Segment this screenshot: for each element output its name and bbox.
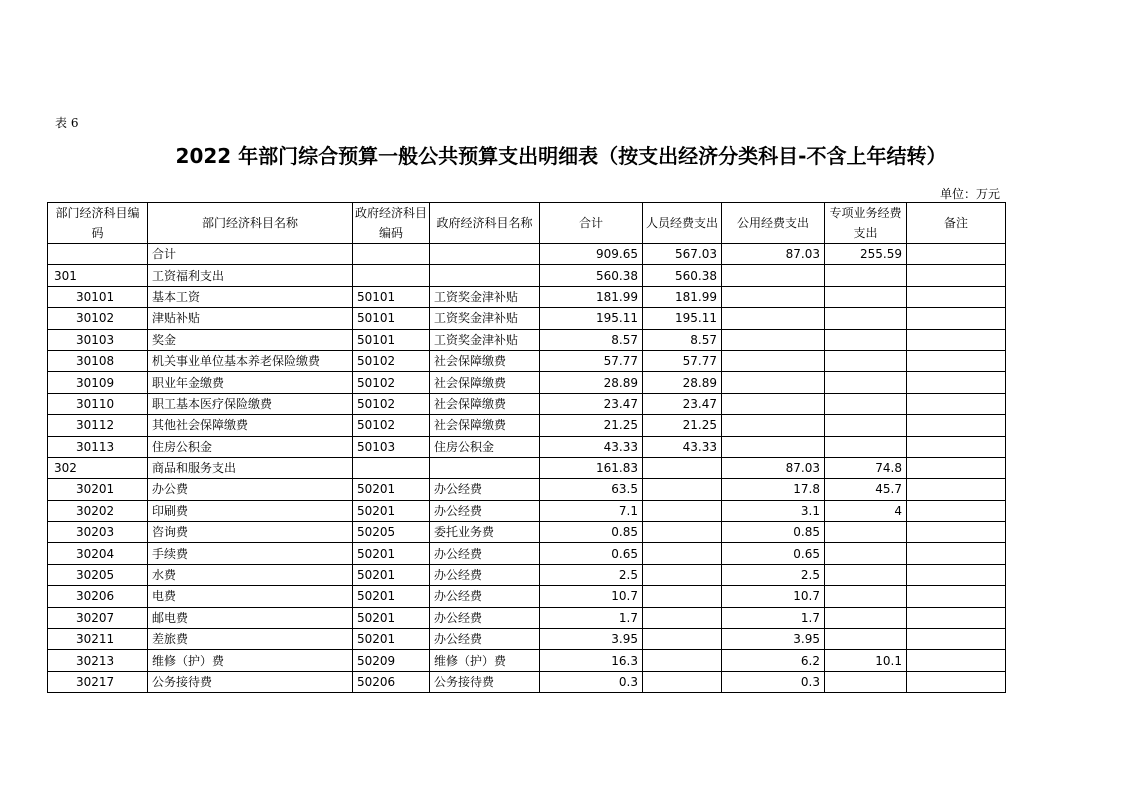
cell-total: 195.11 (540, 308, 643, 329)
cell-dept-code (48, 244, 148, 265)
cell-gov-code: 50201 (353, 500, 430, 521)
cell-dept-code: 30108 (48, 350, 148, 371)
cell-dept-code: 30110 (48, 393, 148, 414)
cell-personnel: 23.47 (643, 393, 722, 414)
cell-remark (907, 329, 1006, 350)
cell-gov-code (353, 457, 430, 478)
cell-remark (907, 457, 1006, 478)
cell-total: 2.5 (540, 564, 643, 585)
cell-dept-name: 邮电费 (148, 607, 353, 628)
cell-dept-name: 职工基本医疗保险缴费 (148, 393, 353, 414)
cell-public: 2.5 (722, 564, 825, 585)
cell-public: 87.03 (722, 244, 825, 265)
cell-remark (907, 415, 1006, 436)
header-remark: 备注 (907, 203, 1006, 244)
header-gov-code: 政府经济科目编码 (353, 203, 430, 244)
cell-dept-name: 住房公积金 (148, 436, 353, 457)
cell-gov-code: 50101 (353, 329, 430, 350)
cell-special (825, 372, 907, 393)
cell-total: 21.25 (540, 415, 643, 436)
table-label: 表 6 (55, 116, 79, 130)
cell-total: 10.7 (540, 586, 643, 607)
cell-personnel (643, 671, 722, 692)
header-special: 专项业务经费支出 (825, 203, 907, 244)
cell-dept-name: 电费 (148, 586, 353, 607)
cell-dept-code: 30102 (48, 308, 148, 329)
cell-public: 87.03 (722, 457, 825, 478)
cell-special: 10.1 (825, 650, 907, 671)
cell-dept-name: 公务接待费 (148, 671, 353, 692)
cell-personnel: 43.33 (643, 436, 722, 457)
cell-dept-name: 职业年金缴费 (148, 372, 353, 393)
cell-personnel (643, 607, 722, 628)
cell-gov-name: 住房公积金 (430, 436, 540, 457)
cell-public: 1.7 (722, 607, 825, 628)
cell-special: 4 (825, 500, 907, 521)
table-row (48, 372, 1006, 393)
cell-personnel (643, 522, 722, 543)
cell-public: 3.1 (722, 500, 825, 521)
cell-special (825, 393, 907, 414)
cell-dept-name: 水费 (148, 564, 353, 585)
cell-remark (907, 350, 1006, 371)
cell-remark (907, 586, 1006, 607)
cell-dept-name: 基本工资 (148, 286, 353, 307)
cell-special (825, 586, 907, 607)
cell-dept-code: 30207 (48, 607, 148, 628)
cell-dept-name: 合计 (148, 244, 353, 265)
page-title: 2022 年部门综合预算一般公共预算支出明细表（按支出经济分类科目-不含上年结转） (175, 144, 947, 168)
cell-gov-name: 社会保障缴费 (430, 393, 540, 414)
cell-special (825, 629, 907, 650)
cell-total: 8.57 (540, 329, 643, 350)
cell-personnel: 181.99 (643, 286, 722, 307)
cell-personnel (643, 543, 722, 564)
table-row (48, 329, 1006, 350)
cell-public: 6.2 (722, 650, 825, 671)
cell-gov-name: 委托业务费 (430, 522, 540, 543)
cell-special (825, 564, 907, 585)
cell-remark (907, 265, 1006, 286)
cell-dept-code: 30113 (48, 436, 148, 457)
table-row (48, 650, 1006, 671)
cell-gov-name: 社会保障缴费 (430, 350, 540, 371)
table-row (48, 586, 1006, 607)
cell-dept-code: 30202 (48, 500, 148, 521)
cell-special (825, 607, 907, 628)
cell-public (722, 265, 825, 286)
table-row (48, 479, 1006, 500)
cell-total: 7.1 (540, 500, 643, 521)
table-row (48, 393, 1006, 414)
cell-gov-name: 办公经费 (430, 629, 540, 650)
cell-special (825, 265, 907, 286)
cell-dept-code: 30103 (48, 329, 148, 350)
cell-special (825, 329, 907, 350)
cell-gov-name: 社会保障缴费 (430, 372, 540, 393)
cell-gov-code: 50201 (353, 543, 430, 564)
cell-gov-name: 办公经费 (430, 479, 540, 500)
cell-remark (907, 671, 1006, 692)
table-row (48, 629, 1006, 650)
cell-special (825, 286, 907, 307)
budget-table (47, 202, 1006, 693)
cell-public: 17.8 (722, 479, 825, 500)
cell-dept-name: 印刷费 (148, 500, 353, 521)
cell-special (825, 671, 907, 692)
cell-dept-code: 30205 (48, 564, 148, 585)
cell-remark (907, 244, 1006, 265)
cell-remark (907, 286, 1006, 307)
header-gov-name: 政府经济科目名称 (430, 203, 540, 244)
cell-gov-code: 50201 (353, 479, 430, 500)
cell-total: 560.38 (540, 265, 643, 286)
cell-dept-name: 维修（护）费 (148, 650, 353, 671)
cell-gov-name: 办公经费 (430, 543, 540, 564)
cell-public (722, 393, 825, 414)
header-total: 合计 (540, 203, 643, 244)
cell-remark (907, 436, 1006, 457)
cell-gov-code: 50201 (353, 564, 430, 585)
cell-special (825, 543, 907, 564)
cell-gov-code: 50201 (353, 629, 430, 650)
cell-personnel: 195.11 (643, 308, 722, 329)
cell-dept-code: 30206 (48, 586, 148, 607)
cell-total: 0.3 (540, 671, 643, 692)
table-row (48, 265, 1006, 286)
cell-public: 3.95 (722, 629, 825, 650)
cell-remark (907, 543, 1006, 564)
cell-public (722, 329, 825, 350)
cell-remark (907, 372, 1006, 393)
cell-gov-code: 50206 (353, 671, 430, 692)
cell-personnel (643, 479, 722, 500)
cell-dept-name: 咨询费 (148, 522, 353, 543)
cell-remark (907, 479, 1006, 500)
cell-gov-code: 50103 (353, 436, 430, 457)
cell-total: 16.3 (540, 650, 643, 671)
cell-dept-code: 30213 (48, 650, 148, 671)
cell-remark (907, 393, 1006, 414)
cell-public (722, 308, 825, 329)
cell-gov-name: 工资奖金津补贴 (430, 286, 540, 307)
cell-personnel (643, 457, 722, 478)
cell-gov-name: 办公经费 (430, 564, 540, 585)
cell-public: 10.7 (722, 586, 825, 607)
cell-public: 0.85 (722, 522, 825, 543)
cell-dept-code: 30101 (48, 286, 148, 307)
cell-dept-name: 商品和服务支出 (148, 457, 353, 478)
table-row (48, 543, 1006, 564)
cell-total: 3.95 (540, 629, 643, 650)
cell-special (825, 522, 907, 543)
table-row (48, 436, 1006, 457)
table-row (48, 286, 1006, 307)
cell-gov-code: 50201 (353, 607, 430, 628)
cell-special: 45.7 (825, 479, 907, 500)
cell-public (722, 415, 825, 436)
cell-remark (907, 522, 1006, 543)
cell-dept-name: 手续费 (148, 543, 353, 564)
cell-dept-name: 津贴补贴 (148, 308, 353, 329)
cell-special (825, 308, 907, 329)
cell-personnel: 57.77 (643, 350, 722, 371)
cell-dept-code: 30201 (48, 479, 148, 500)
cell-public: 0.65 (722, 543, 825, 564)
cell-personnel (643, 564, 722, 585)
cell-gov-code: 50102 (353, 393, 430, 414)
cell-gov-code (353, 265, 430, 286)
cell-gov-name: 办公经费 (430, 500, 540, 521)
cell-dept-name: 工资福利支出 (148, 265, 353, 286)
cell-total: 909.65 (540, 244, 643, 265)
cell-gov-name: 办公经费 (430, 586, 540, 607)
table-row (48, 564, 1006, 585)
table-row (48, 350, 1006, 371)
cell-public (722, 350, 825, 371)
header-public: 公用经费支出 (722, 203, 825, 244)
cell-dept-code: 30109 (48, 372, 148, 393)
cell-gov-name: 工资奖金津补贴 (430, 329, 540, 350)
cell-special (825, 350, 907, 371)
cell-remark (907, 629, 1006, 650)
cell-remark (907, 308, 1006, 329)
cell-gov-code: 50102 (353, 350, 430, 371)
cell-dept-code: 301 (48, 265, 148, 286)
cell-personnel: 21.25 (643, 415, 722, 436)
cell-gov-code: 50209 (353, 650, 430, 671)
cell-total: 0.85 (540, 522, 643, 543)
cell-personnel: 8.57 (643, 329, 722, 350)
cell-dept-code: 30217 (48, 671, 148, 692)
table-row (48, 607, 1006, 628)
cell-dept-name: 机关事业单位基本养老保险缴费 (148, 350, 353, 371)
cell-gov-code: 50205 (353, 522, 430, 543)
cell-personnel (643, 500, 722, 521)
header-personnel: 人员经费支出 (643, 203, 722, 244)
cell-personnel: 567.03 (643, 244, 722, 265)
cell-personnel (643, 586, 722, 607)
cell-dept-name: 差旅费 (148, 629, 353, 650)
cell-remark (907, 607, 1006, 628)
cell-personnel (643, 650, 722, 671)
table-row (48, 671, 1006, 692)
cell-total: 28.89 (540, 372, 643, 393)
header-dept-code: 部门经济科目编码 (48, 203, 148, 244)
cell-gov-name (430, 457, 540, 478)
cell-public (722, 286, 825, 307)
cell-special: 255.59 (825, 244, 907, 265)
cell-gov-name: 社会保障缴费 (430, 415, 540, 436)
table-row (48, 244, 1006, 265)
cell-dept-code: 302 (48, 457, 148, 478)
cell-special (825, 436, 907, 457)
unit-label: 单位：万元 (939, 187, 1000, 201)
table-row (48, 415, 1006, 436)
cell-personnel: 560.38 (643, 265, 722, 286)
cell-total: 43.33 (540, 436, 643, 457)
cell-total: 181.99 (540, 286, 643, 307)
cell-total: 1.7 (540, 607, 643, 628)
cell-gov-name: 工资奖金津补贴 (430, 308, 540, 329)
cell-total: 63.5 (540, 479, 643, 500)
header-dept-name: 部门经济科目名称 (148, 203, 353, 244)
cell-dept-name: 奖金 (148, 329, 353, 350)
cell-special (825, 415, 907, 436)
cell-remark (907, 500, 1006, 521)
cell-gov-name: 办公经费 (430, 607, 540, 628)
table-row (48, 500, 1006, 521)
cell-total: 161.83 (540, 457, 643, 478)
table-row (48, 308, 1006, 329)
cell-gov-code: 50101 (353, 308, 430, 329)
cell-gov-code (353, 244, 430, 265)
cell-gov-code: 50102 (353, 372, 430, 393)
cell-dept-code: 30112 (48, 415, 148, 436)
cell-total: 0.65 (540, 543, 643, 564)
cell-gov-code: 50201 (353, 586, 430, 607)
cell-dept-name: 办公费 (148, 479, 353, 500)
cell-gov-name (430, 244, 540, 265)
cell-gov-name (430, 265, 540, 286)
cell-personnel (643, 629, 722, 650)
cell-public: 0.3 (722, 671, 825, 692)
cell-gov-name: 维修（护）费 (430, 650, 540, 671)
cell-dept-code: 30204 (48, 543, 148, 564)
cell-dept-code: 30203 (48, 522, 148, 543)
cell-remark (907, 650, 1006, 671)
cell-total: 57.77 (540, 350, 643, 371)
cell-gov-code: 50101 (353, 286, 430, 307)
cell-dept-name: 其他社会保障缴费 (148, 415, 353, 436)
cell-dept-code: 30211 (48, 629, 148, 650)
cell-public (722, 372, 825, 393)
cell-total: 23.47 (540, 393, 643, 414)
cell-public (722, 436, 825, 457)
table-row (48, 522, 1006, 543)
cell-personnel: 28.89 (643, 372, 722, 393)
cell-gov-code: 50102 (353, 415, 430, 436)
cell-special: 74.8 (825, 457, 907, 478)
table-row (48, 457, 1006, 478)
cell-remark (907, 564, 1006, 585)
cell-gov-name: 公务接待费 (430, 671, 540, 692)
